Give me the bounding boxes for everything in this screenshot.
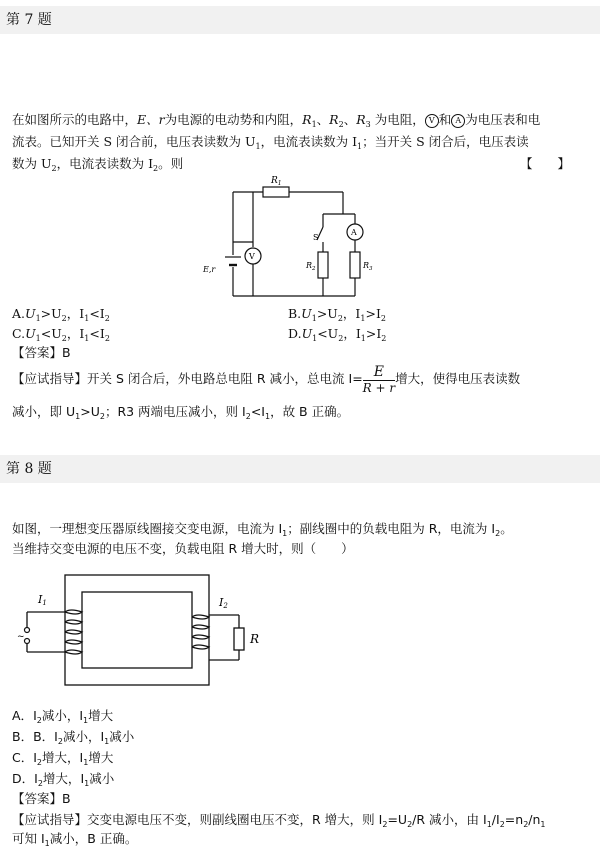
svg-text:R3: $R_3$ (363, 261, 373, 272)
question-7-header: 第 7 题 (0, 6, 600, 34)
q8-option-d: D．$I_2$增大，$I_1$减小 (12, 771, 115, 788)
svg-text:V: V (249, 252, 255, 261)
q7-circuit-diagram (195, 172, 380, 300)
q7-guide-line-2: 减小，即 $U_1>U_2$；R3 两端电压减小，则 $I_2<I_1$，故 B 正确。 (12, 404, 350, 421)
q8-stem-line-2: 当维持交变电源的电压不变，负载电阻 R 增大时，则（ ） (12, 541, 354, 556)
q8-transformer-diagram (15, 570, 275, 700)
secondary-coil (192, 615, 209, 649)
q8-option-b: B．B．$I_2$减小，$I_1$减小 (12, 729, 135, 746)
svg-text:I1: I1 (38, 593, 47, 607)
q7-stem-line-3: 数为 $U_2$，电流表读数为 $I_2$。则 (12, 156, 184, 173)
resistor-r1 (263, 187, 289, 197)
svg-text:A: A (351, 228, 357, 237)
q7-option-a: $A.U_1>U_2$，$I_1<I_2$ (12, 306, 110, 323)
q7-option-c: $C.U_1<U_2$，$I_1<I_2$ (12, 326, 110, 343)
ammeter-symbol: A (451, 114, 465, 128)
voltmeter-symbol: V (425, 114, 439, 128)
resistor-r3 (350, 252, 360, 278)
svg-text:R2: $R_2$ (306, 261, 316, 272)
svg-text:R1: $R_1$ (271, 176, 282, 187)
q7-option-b: $B.U_1>U_2$，$I_1>I_2$ (288, 306, 386, 323)
q8-option-c: C．$I_2$增大，$I_1$增大 (12, 750, 114, 767)
q8-answer: 【答案】B (12, 791, 71, 806)
load-resistor (234, 628, 244, 650)
primary-coil (65, 610, 82, 654)
q8-option-a: A．$I_2$减小，$I_1$增大 (12, 708, 114, 725)
q7-stem-line-2: 流表。已知开关 S 闭合前，电压表读数为 $U_1$，电流表读数为 $I_1$；当开关 S 闭合后，电压表读 (12, 134, 529, 151)
svg-text:R: R (250, 632, 260, 646)
terminal-bottom (25, 639, 30, 644)
question-8-header: 第 8 题 (0, 455, 600, 483)
svg-text:E,r: E,r (203, 265, 216, 274)
q7-stem-line-1: 在如图所示的电路中，E、r为电源的电动势和内阻，$R_1$、$R_2$、$R_3$ 为电阻， V 和 A 为电压表和电 (12, 112, 541, 129)
q7-option-d: $D.U_1<U_2$，$I_1>I_2$ (288, 326, 387, 343)
terminal-top (25, 628, 30, 633)
q8-stem-line-1: 如图，一理想变压器原线圈接交变电源，电流为 $I_1$；副线圈中的负载电阻为 R，电流为 $I_2$。 (12, 521, 513, 538)
svg-text:S: S (313, 233, 319, 242)
q8-guide-line-2: 可知 $I_1$减小，B 正确。 (12, 831, 138, 848)
q7-fraction: $\frac{E}{R + r}$ (362, 364, 396, 395)
q8-guide-line-1: 【应试指导】交变电源电压不变，则副线圈电压不变，R 增大，则 $I_2=U_2/R$ 减小，由 $I_1/I_2=n_2/n_1$ (12, 812, 546, 829)
q7-guide-line-1: 【应试指导】开关 S 闭合后，外电路总电阻 R 减小，总电流 I= $\frac{E}{R + r}$ 增大，使得电压表读数 (12, 364, 521, 395)
resistor-r2 (318, 252, 328, 278)
q7-answer: 【答案】B (12, 345, 71, 360)
q7-answer-bracket: 【 】 (520, 156, 571, 171)
svg-text:I2: I2 (219, 596, 228, 610)
svg-text:~: ~ (17, 632, 25, 642)
